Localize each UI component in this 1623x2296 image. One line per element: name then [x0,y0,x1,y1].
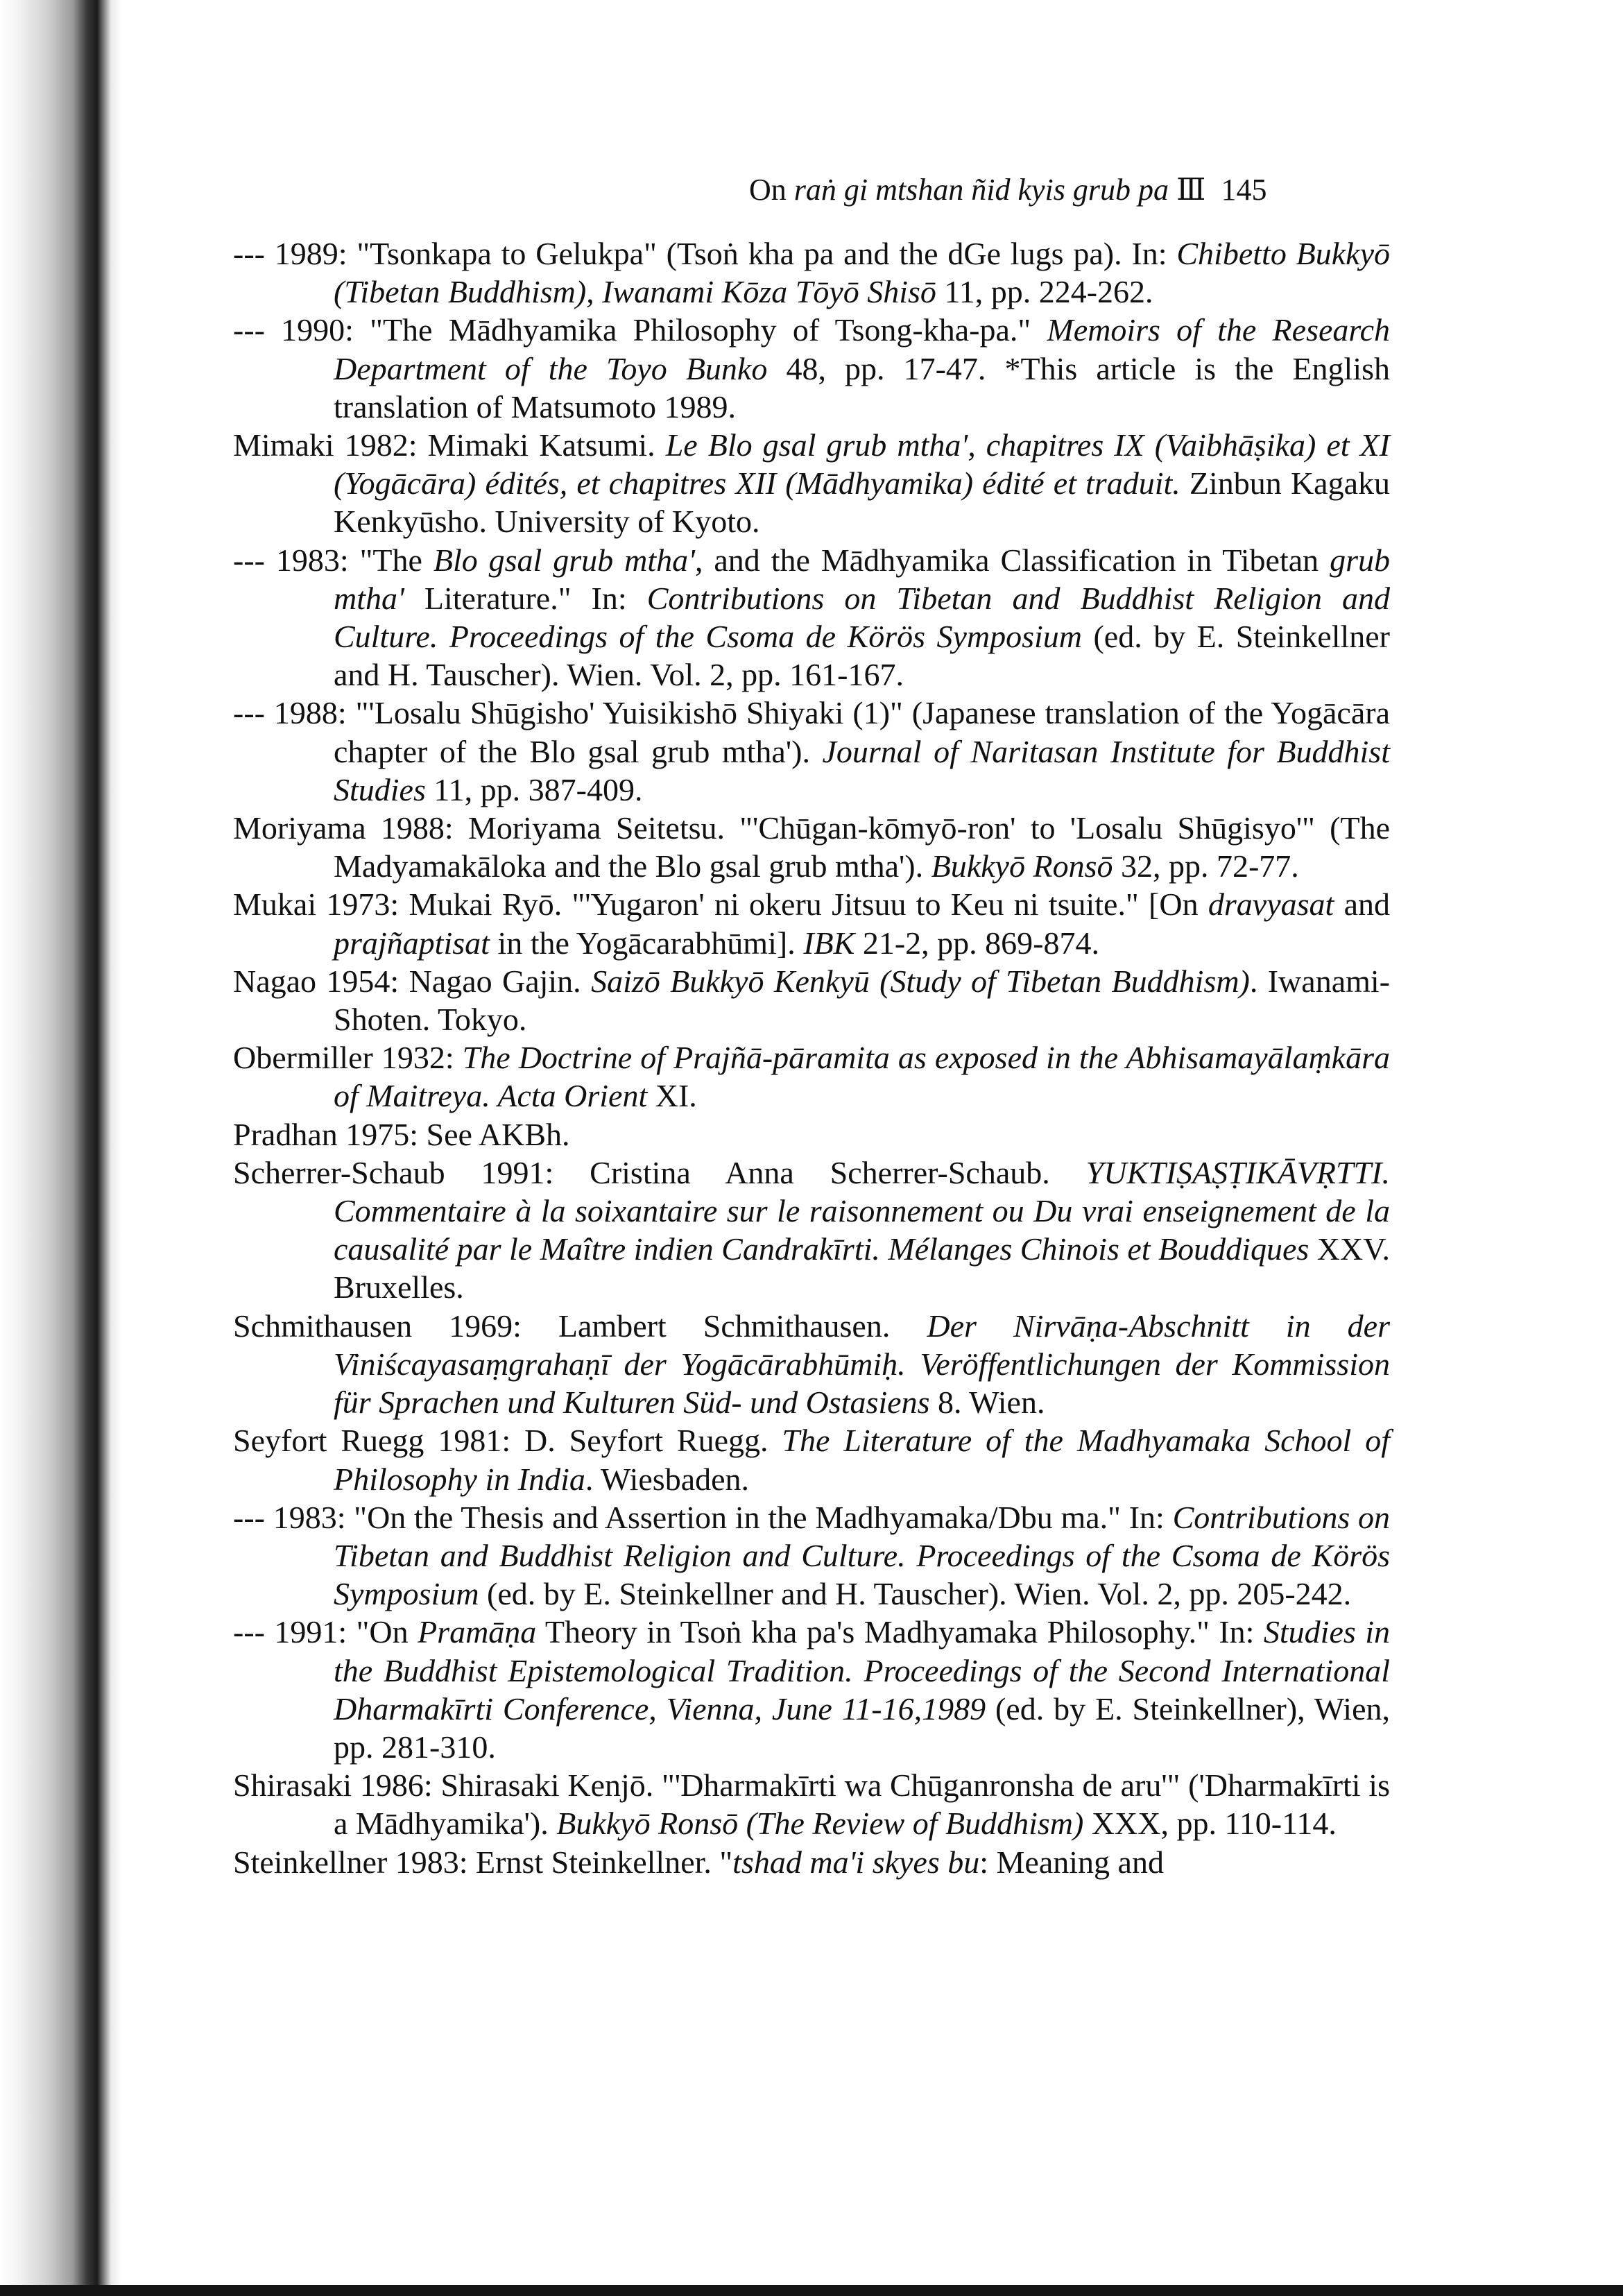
header-title: raṅ gi mtshan ñid kyis grub pa [793,173,1169,207]
bib-entry-mimaki-1983: --- 1983: "The Blo gsal grub mtha', and the Mādhyamika Classification in Tibetan grub mtha' Literature." In: Contributions on Tibetan and Buddhist Religion and Culture. Proceedings of the Csoma de Körös Symposium (ed. by E. Steinkellner and H. Tauscher). Wien. Vol. 2, pp. 161-167. [233,542,1391,693]
scan-bottom-edge [0,2285,1623,2296]
bib-entry-schmithausen-1969: Schmithausen 1969: Lambert Schmithausen. Der Nirvāṇa-Abschnitt in der Viniścayasaṃgrahaṇī der Yogācārabhūmiḥ. Veröffentlichungen der Kommission für Sprachen und Kulturen Süd- und Ostasiens 8. Wien. [233,1308,1390,1421]
bib-entry-moriyama-1988: Moriyama 1988: Moriyama Seitetsu. "'Chūgan-kōmyō-ron' to 'Losalu Shūgisyo'" (The Madyamakāloka and the Blo gsal grub mtha'). Bukkyō Ronsō 32, pp. 72-77. [233,810,1390,884]
bib-entry-mimaki-1982: Mimaki 1982: Mimaki Katsumi. Le Blo gsal grub mtha', chapitres IX (Vaibhāṣika) et XI (Yogācāra) édités, et chapitres XII (Mādhyamika) édité et traduit. Zinbun Kagaku Kenkyūsho. University of Kyoto. [233,427,1390,540]
bib-entry-pradhan-1975: Pradhan 1975: See AKBh. [233,1116,570,1152]
running-header [749,171,1359,209]
header-prefix: On [749,173,787,207]
bib-entry-obermiller-1932: Obermiller 1932: The Doctrine of Prajñā-pāramita as exposed in the Abhisamayālaṃkāra of Maitreya. Acta Orient XI. [233,1040,1390,1114]
bib-entry-mukai-1973: Mukai 1973: Mukai Ryō. "'Yugaron' ni okeru Jitsuu to Keu ni tsuite." [On dravyasat and prajñaptisat in the Yogācarabhūmi]. IBK 21-2, pp. 869-874. [233,886,1391,961]
page-number: 145 [1221,173,1267,207]
bib-entry-mimaki-1988: --- 1988: "'Losalu Shūgisho' Yuisikishō Shiyaki (1)" (Japanese translation of the Yogācāra chapter of the Blo gsal grub mtha'). Journal of Naritasan Institute for Buddhist Studies 11, pp. 387-409. [233,695,1390,807]
bib-entry-matsumoto-1989: --- 1989: "Tsonkapa to Gelukpa" (Tsoṅ kha pa and the dGe lugs pa). In: Chibetto Bukkyō (Tibetan Buddhism), Iwanami Kōza Tōyō Shisō 11, pp. 224-262. [233,236,1390,310]
bib-entry-shirasaki-1986: Shirasaki 1986: Shirasaki Kenjō. "'Dharmakīrti wa Chūganronsha de aru'" ('Dharmakīrti is a Mādhyamika'). Bukkyō Ronsō (The Review of Buddhism) XXX, pp. 110-114. [233,1767,1390,1842]
bib-entry-seyfort-ruegg-1981: Seyfort Ruegg 1981: D. Seyfort Ruegg. The Literature of the Madhyamaka School of Philosophy in India. Wiesbaden. [233,1423,1390,1497]
book-spine-shadow [0,0,121,2296]
header-part: Ⅲ [1176,173,1206,207]
bib-entry-seyfort-ruegg-1983: --- 1983: "On the Thesis and Assertion in the Madhyamaka/Dbu ma." In: Contributions on Tibetan and Buddhist Religion and Culture. Proceedings of the Csoma de Körös Symposium (ed. by E. Steinkellner and H. Tauscher). Wien. Vol. 2, pp. 205-242. [233,1499,1391,1612]
bib-entry-steinkellner-1983: Steinkellner 1983: Ernst Steinkellner. "tshad ma'i skyes bu: Meaning and [233,1844,1164,1880]
bibliography-list [233,234,1390,1881]
bib-entry-seyfort-ruegg-1991: --- 1991: "On Pramāṇa Theory in Tsoṅ kha pa's Madhyamaka Philosophy." In: Studies in the Buddhist Epistemological Tradition. Proceedings of the Second International Dharmakīrti Conference, Vienna, June 11-16,1989 (ed. by E. Steinkellner), Wien, pp. 281-310. [233,1614,1390,1765]
bib-entry-matsumoto-1990: --- 1990: "The Mādhyamika Philosophy of Tsong-kha-pa." Memoirs of the Research Department of the Toyo Bunko 48, pp. 17-47. *This article is the English translation of Matsumoto 1989. [233,312,1391,425]
bib-entry-scherrer-schaub-1991: Scherrer-Schaub 1991: Cristina Anna Scherrer-Schaub. YUKTIṢAṢṬIKĀVṚTTI. Commentaire à la soixantaire sur le raisonnement ou Du vrai enseignement de la causalité par le Maître indien Candrakīrti. Mélanges Chinois et Bouddiques XXV. Bruxelles. [233,1154,1390,1305]
bib-entry-nagao-1954: Nagao 1954: Nagao Gajin. Saizō Bukkyō Kenkyū (Study of Tibetan Buddhism). Iwanami-Shoten. Tokyo. [233,963,1390,1038]
